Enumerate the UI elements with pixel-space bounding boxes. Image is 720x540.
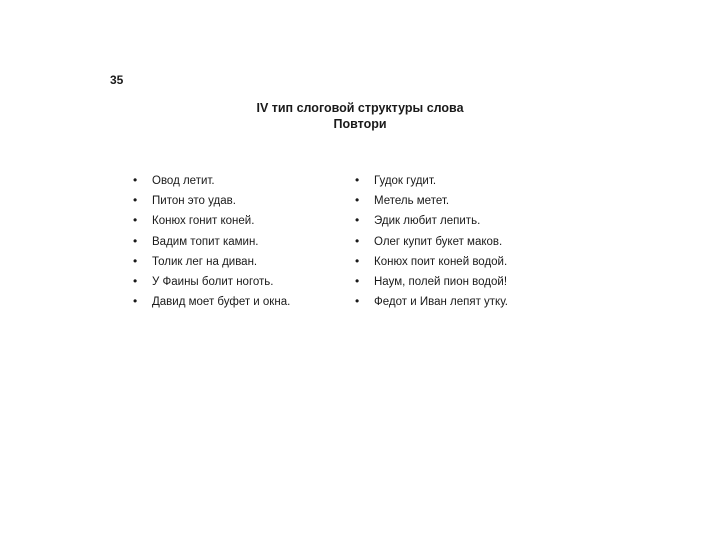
phrase-text: Эдик любит лепить.	[374, 215, 481, 228]
phrase-text: У Фаины болит ноготь.	[152, 275, 274, 288]
page-number: 35	[110, 73, 124, 87]
list-item	[133, 231, 290, 251]
list-item	[355, 170, 508, 190]
bullet-icon: •	[355, 294, 360, 309]
heading	[0, 100, 720, 132]
bullet-icon: •	[355, 193, 360, 208]
list-item	[355, 251, 508, 271]
phrase-text: Питон это удав.	[152, 195, 236, 208]
bullet-icon: •	[133, 294, 138, 309]
bullet-icon: •	[133, 253, 138, 268]
left-phrase-list	[133, 170, 290, 311]
phrase-text: Толик лег на диван.	[152, 255, 258, 268]
list-item	[133, 170, 290, 190]
phrase-text: Конюх гонит коней.	[152, 215, 255, 228]
bullet-icon: •	[133, 173, 138, 187]
bullet-icon: •	[133, 213, 138, 228]
bullet-icon: •	[133, 193, 138, 208]
list-item	[133, 291, 290, 311]
list-item	[133, 210, 290, 230]
phrase-text: Конюх поит коней водой.	[374, 255, 508, 268]
bullet-icon: •	[355, 173, 360, 187]
list-item	[133, 251, 290, 271]
bullet-icon: •	[355, 253, 360, 268]
list-item	[355, 210, 508, 230]
list-item	[133, 190, 290, 210]
list-item	[355, 291, 508, 311]
phrase-text: Метель метет.	[374, 195, 450, 208]
phrase-text: Овод летит.	[152, 175, 215, 187]
list-item	[355, 271, 508, 291]
list-item	[133, 271, 290, 291]
right-phrase-list	[355, 170, 508, 311]
list-item	[355, 231, 508, 251]
bullet-icon: •	[355, 273, 360, 288]
list-item	[355, 190, 508, 210]
bullet-icon: •	[355, 213, 360, 228]
bullet-icon: •	[133, 273, 138, 288]
phrase-text: Олег купит букет маков.	[374, 235, 503, 248]
phrase-text: Вадим топит камин.	[152, 235, 259, 248]
phrase-text: Давид моет буфет и окна.	[152, 296, 291, 309]
bullet-icon: •	[355, 233, 360, 248]
title: IV тип слоговой структуры слова	[256, 101, 464, 115]
subtitle: Повтори	[333, 117, 387, 131]
phrase-text: Гудок гудит.	[374, 175, 437, 187]
phrase-text: Наум, полей пион водой!	[374, 275, 508, 288]
phrase-text: Федот и Иван лепят утку.	[374, 296, 509, 309]
bullet-icon: •	[133, 233, 138, 248]
